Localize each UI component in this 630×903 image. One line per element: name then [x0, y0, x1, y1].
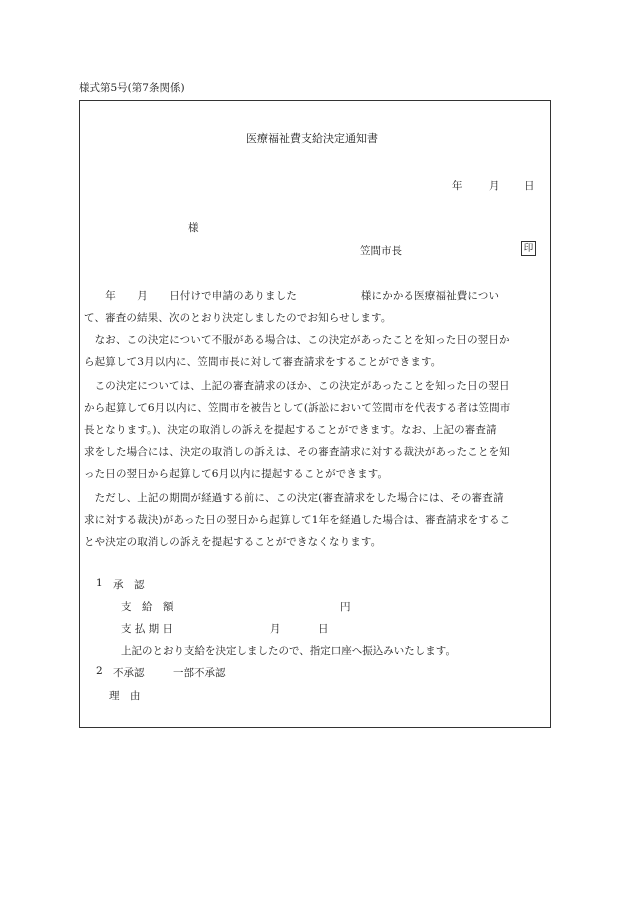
section1-number: 1 — [96, 577, 103, 589]
document-title: 医療福祉費支給決定通知書 — [246, 132, 378, 145]
amount-unit: 円 — [340, 601, 351, 613]
body-line: 長となります。)、決定の取消しの訴えを提起することができます。なお、上記の審査請 — [84, 424, 497, 436]
section1-heading: 承 認 — [113, 579, 145, 591]
payment-day: 日 — [318, 623, 329, 635]
body-line: て、審査の結果、次のとおり決定しましたのでお知らせします。 — [84, 312, 392, 324]
body-line: ただし、上記の期間が経過する前に、この決定(審査請求をした場合には、その審査請 — [84, 492, 504, 504]
partially-not-approved-option: 一部不承認 — [173, 667, 226, 679]
form-number: 様式第5号(第7条関係) — [79, 82, 185, 94]
payment-note: 上記のとおり支給を決定しましたので、指定口座へ振込みいたします。 — [121, 645, 456, 657]
date-day: 日 — [524, 180, 535, 192]
body-line: 求をした場合には、決定の取消しの訴えは、その審査請求に対する裁決があったことを知 — [84, 446, 510, 458]
issuer-name: 笠間市長 — [360, 245, 402, 257]
addressee-suffix: 様 — [188, 222, 199, 234]
body-line: った日の翌日から起算して6月以内に提起することができます。 — [84, 468, 389, 480]
date-year: 年 — [452, 180, 463, 192]
body-line: なお、この決定について不服がある場合は、この決定があったことを知った日の翌日か — [84, 334, 510, 346]
payment-month: 月 — [270, 623, 281, 635]
body-line: とや決定の取消しの訴えを提起することができなくなります。 — [84, 536, 382, 548]
not-approved-option: 不承認 — [113, 667, 145, 679]
body-line: ら起算して3月以内に、笠間市長に対して審査請求をすることができます。 — [84, 356, 442, 368]
reason-label: 理 由 — [109, 690, 141, 702]
body-line: 年 月 日付けで申請のありました 様にかかる医療福祉費につい — [84, 290, 500, 302]
date-month: 月 — [489, 180, 500, 192]
body-line: 求に対する裁決)があった日の翌日から起算して1年を経過した場合は、審査請求をするこ — [84, 514, 511, 526]
payment-date-label: 支 払 期 日 — [121, 623, 174, 635]
section2-number: 2 — [96, 665, 103, 677]
body-line: から起算して6月以内に、笠間市を被告として(訴訟において笠間市を代表する者は笠間市 — [84, 402, 511, 414]
seal-stamp: 印 — [521, 241, 536, 256]
amount-label: 支 給 額 — [121, 601, 174, 613]
body-line: この決定については、上記の審査請求のほか、この決定があったことを知った日の翌日 — [84, 380, 510, 392]
